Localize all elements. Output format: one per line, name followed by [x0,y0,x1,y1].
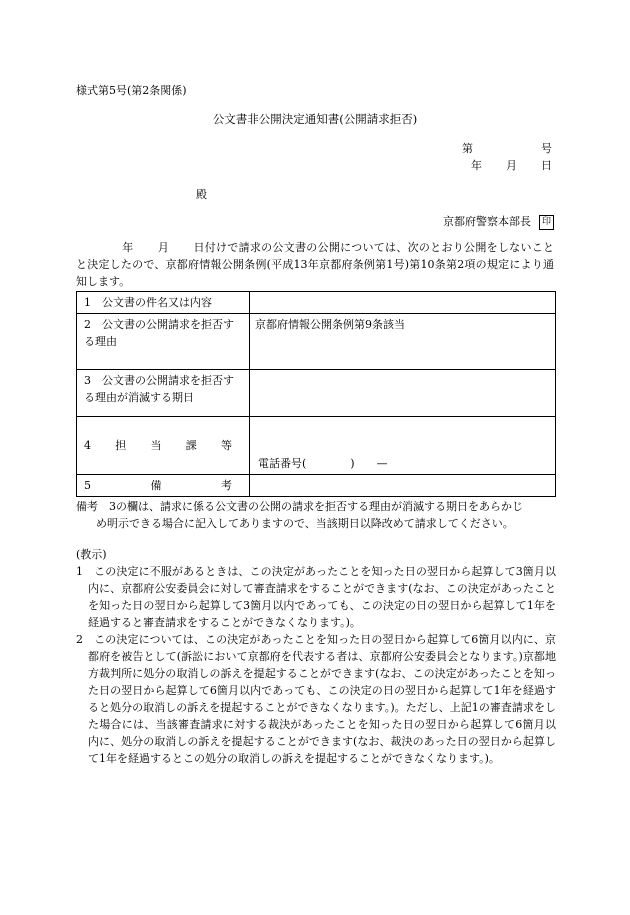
row3-label: 3 公文書の公開請求を拒否する理由が消滅する期日 [77,370,250,417]
row5-label-part: 5 [84,479,91,492]
row4-value [250,417,556,475]
row3-value [250,370,556,417]
row4-label-part: 課 [185,439,197,452]
row5-value [250,475,556,497]
table-row [77,417,556,475]
teaching-item-1-text: 1 この決定に不服があるときは、この決定があったことを知った日の翌日から起算して3箇月以内に、京都府公安委員会に対して審査請求をすることができます(なお、この決定があったことを知った日の翌日から起算して3箇月以内であっても、この決定の日の翌日から起算して1年を経過すると審査請求をすることができなくなります。)。 [76,565,556,629]
addressee: 殿 [196,188,207,201]
document-number-line [462,140,552,157]
date-year: 年 [471,159,482,172]
document-title: 公文書非公開決定通知書(公開請求拒否) [212,112,418,126]
sender-line [443,213,554,230]
table-row [77,292,556,314]
sender-name: 京都府警察本部長 [443,215,531,228]
remark-continuation: め明示できる場合に記入してありますので、当該期日以降改めて請求してください。 [96,517,514,530]
row1-value [250,292,556,314]
date-line [471,157,552,174]
row4-label-part: 当 [150,439,162,452]
row5-label [77,475,250,497]
row4-label [77,417,250,475]
date-day: 日 [541,159,552,172]
remark-note [76,498,556,532]
date-month: 月 [506,159,517,172]
row4-label-part: 4 [84,439,91,452]
notice-paragraph [76,239,554,290]
teaching-item-2-text: 2 この決定については、この決定があったことを知った日の翌日から起算して6箇月以内に、京都府を被告として(訴訟において京都府を代表する者は、京都府公安委員会となります。)京都地方裁判所に処分の取消しの訴えを提起することができます(なお、この決定があったことを知った日の翌日から起算して6箇月以内であっても、この決定の日の翌日から起算して1年を経過すると処分の取消しの訴えを提起することができなくなります。)。ただし、上記1の審査請求をした場合には、当該審査請求に対する裁決があったことを知った日の翌日から起算して6箇月以内に、処分の取消しの訴えを提起することができます(なお、裁決のあった日の翌日から起算して1年を経過するとこの処分の取消しの訴えを提起することができなくなります。)。 [76,633,556,765]
row1-label: 1 公文書の件名又は内容 [77,292,250,314]
table-row [77,370,556,417]
details-table [76,291,556,497]
row2-value: 京都府情報公開条例第9条該当 [250,314,556,370]
seal-stamp: 印 [539,215,554,230]
teaching-heading: (教示) [76,548,107,561]
table-row [77,314,556,370]
teaching-item-1 [76,563,556,631]
number-go: 号 [541,142,552,155]
phone-number-field: 電話番号( ) — [258,457,388,470]
row4-label-part: 等 [221,439,232,452]
row5-label-part: 備 [150,479,162,492]
notice-text: 日付けで請求の公文書の公開については、次のとおり公開をしないことと決定したので、京都府情報公開条例(平成13年京都府条例第1号)第10条第2項の規定により通知します。 [76,241,555,288]
table-row [77,475,556,497]
remark-head: 備考 3の欄は、請求に係る公文書の公開の請求を拒否する理由が消滅する期日をあらかじ [76,500,523,513]
number-dai: 第 [462,142,473,155]
row5-label-part: 考 [221,479,232,492]
form-label: 様式第5号(第2条関係) [76,84,187,97]
notice-month: 月 [157,241,170,254]
teaching-item-2 [76,631,556,767]
row2-label: 2 公文書の公開請求を拒否する理由 [77,314,250,370]
notice-year: 年 [122,241,134,254]
row4-label-part: 担 [115,439,127,452]
